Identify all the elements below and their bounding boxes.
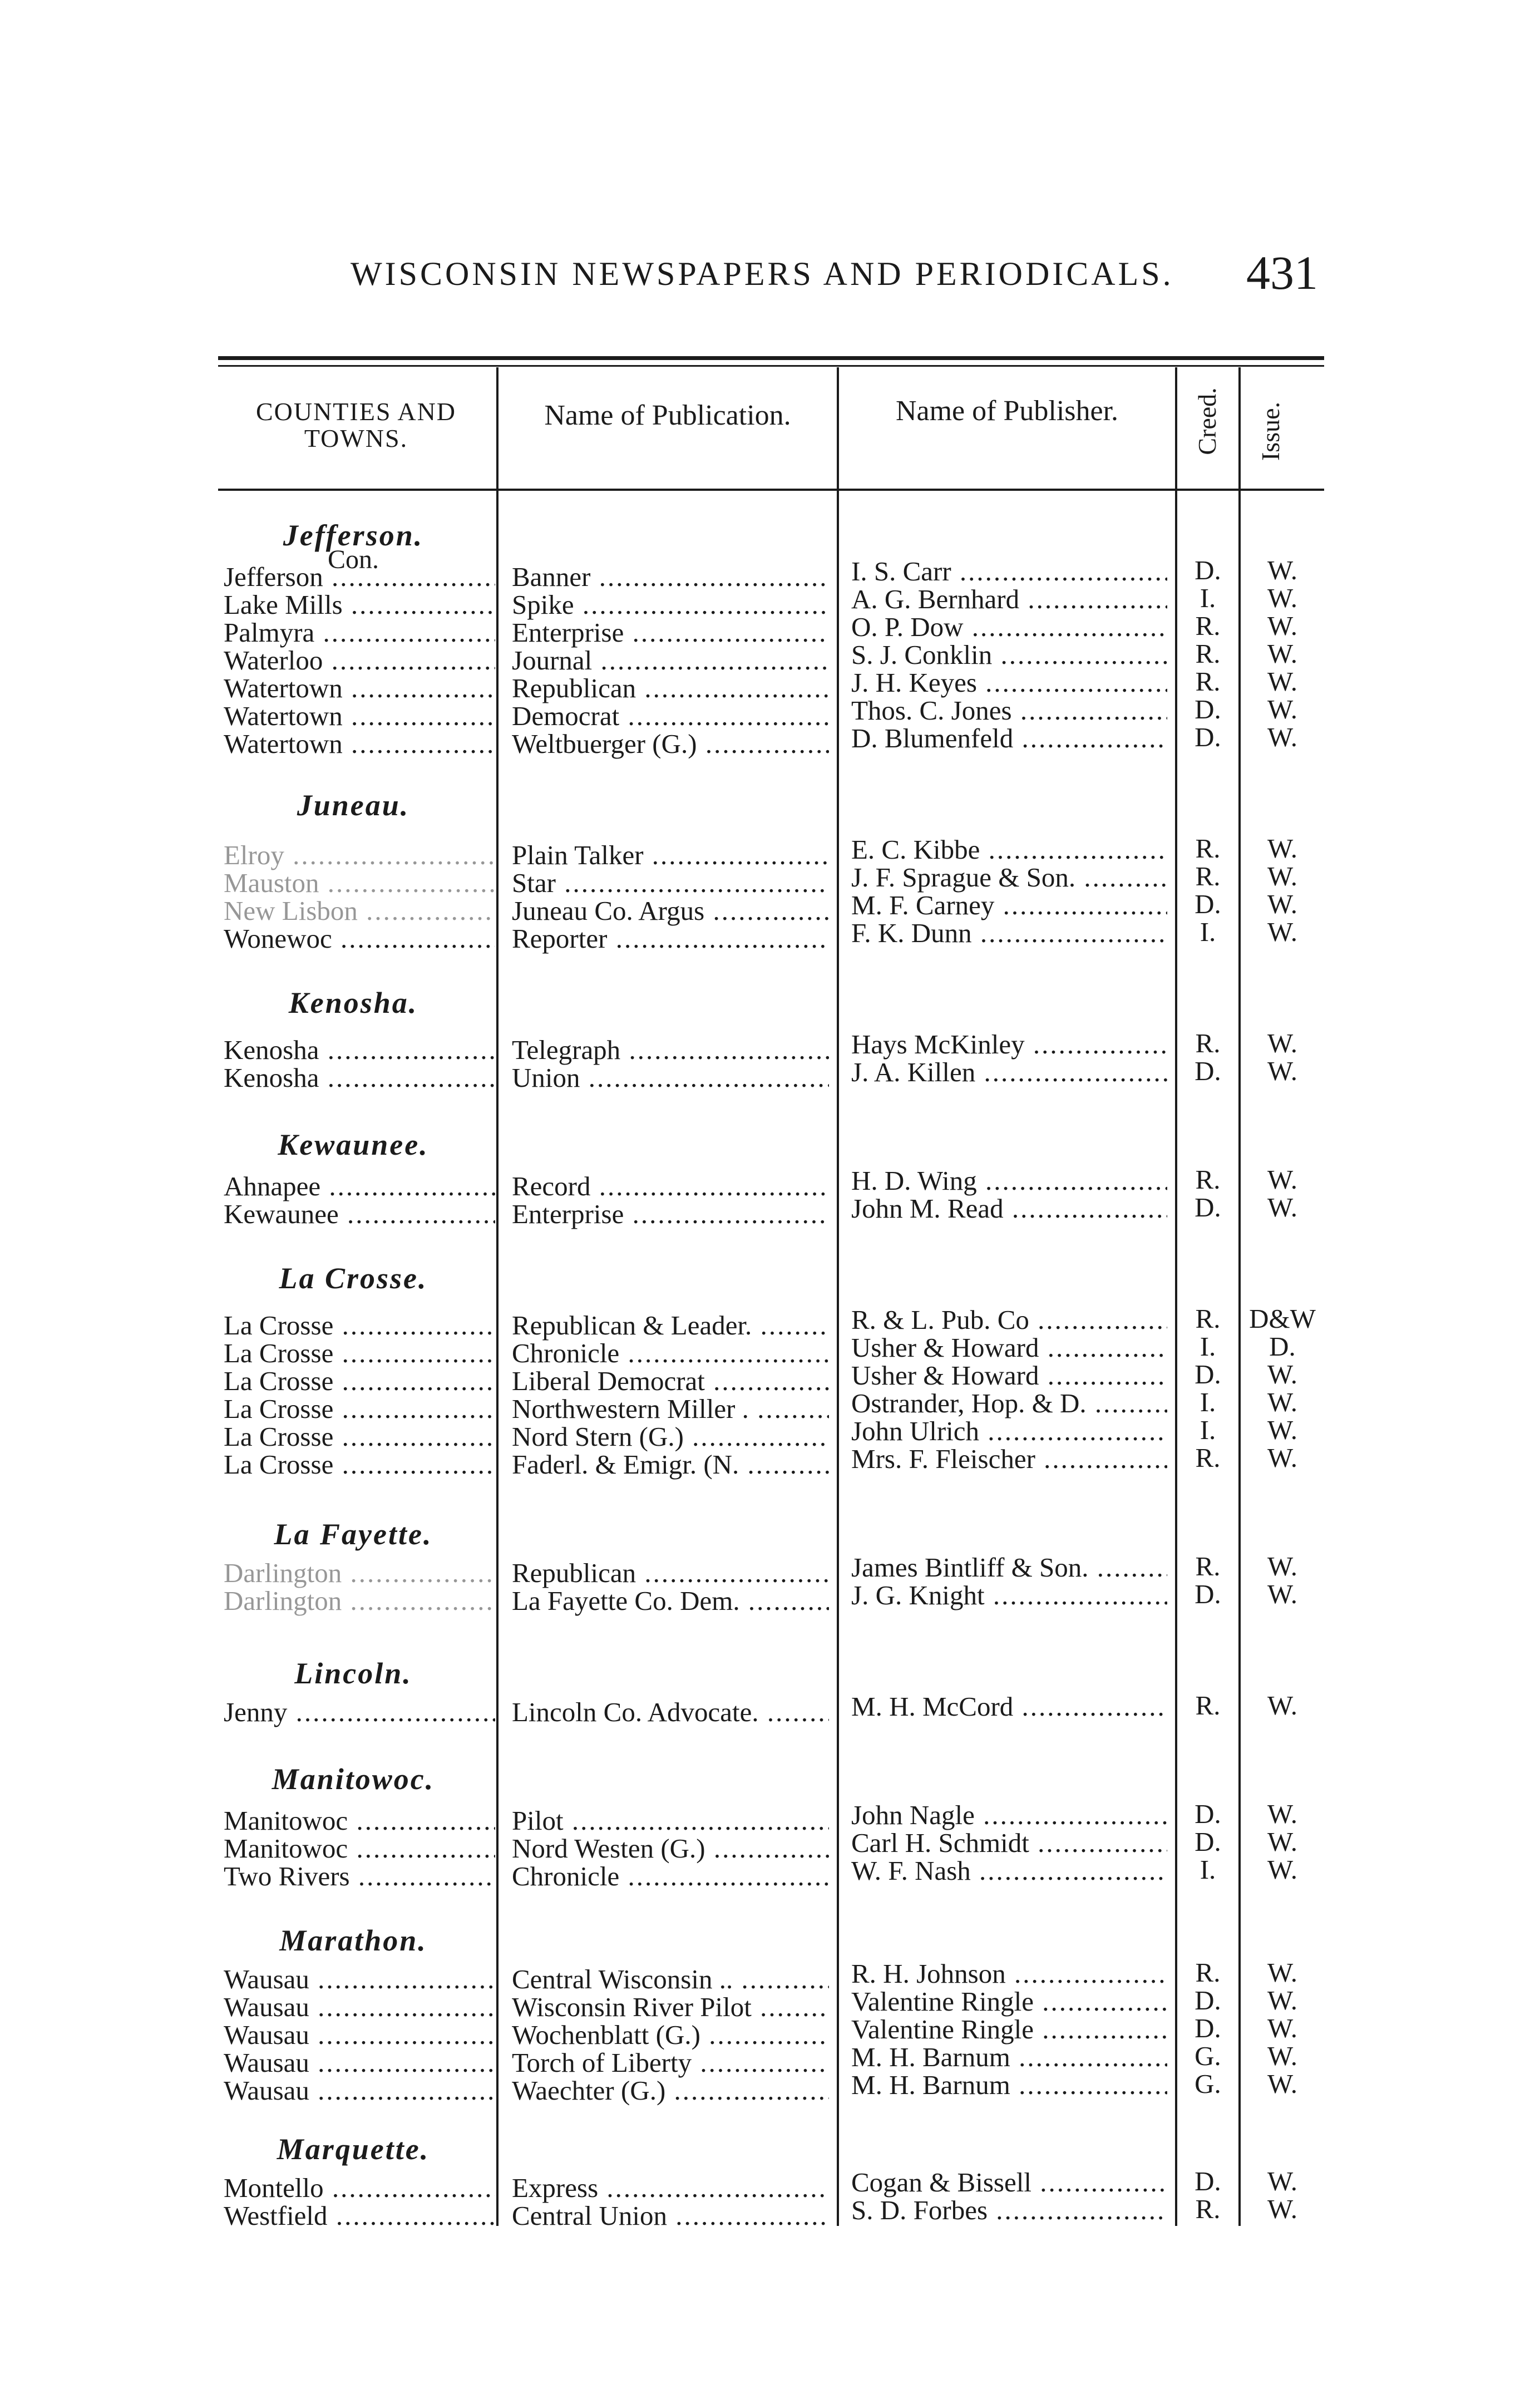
publisher-cell: S. J. Conklin ..... bbox=[851, 640, 1167, 670]
creed-cell: R. bbox=[1195, 1304, 1221, 1334]
publisher-cell: H. D. Wing ..... bbox=[851, 1166, 1167, 1196]
creed-cell: D. bbox=[1195, 1359, 1221, 1390]
county-heading: Kewaunee. bbox=[278, 1128, 429, 1161]
publisher-cell: J. A. Killen ..... bbox=[851, 1057, 1167, 1087]
county-heading: Lincoln. bbox=[294, 1657, 412, 1690]
column-header-issue: Issue. bbox=[1256, 401, 1285, 461]
issue-cell: W. bbox=[1267, 1165, 1297, 1195]
creed-cell: D. bbox=[1195, 694, 1221, 725]
town-cell: Wausau ..... bbox=[224, 2048, 495, 2078]
publication-cell: Star ..... bbox=[512, 868, 829, 898]
column-header-publisher: Name of Publisher. bbox=[895, 395, 1119, 427]
issue-cell: W. bbox=[1267, 639, 1297, 669]
publisher-cell: R. & L. Pub. Co ..... bbox=[851, 1305, 1167, 1335]
publisher-cell: M. F. Carney ..... bbox=[851, 890, 1167, 920]
town-cell: Kenosha ..... bbox=[224, 1063, 495, 1093]
creed-cell: I. bbox=[1200, 1855, 1216, 1885]
publication-cell: Northwestern Miller . ..... bbox=[512, 1394, 829, 1424]
issue-cell: W. bbox=[1267, 2041, 1297, 2071]
publication-cell: Weltbuerger (G.) ..... bbox=[512, 729, 829, 759]
column-header-publication: Name of Publication. bbox=[544, 400, 791, 431]
issue-cell: W. bbox=[1267, 722, 1297, 752]
publication-cell: Faderl. & Emigr. (N. ..... bbox=[512, 1450, 829, 1480]
publication-cell: Plain Talker ..... bbox=[512, 840, 829, 870]
town-cell: New Lisbon ..... bbox=[224, 896, 495, 926]
town-cell: Two Rivers ..... bbox=[224, 1861, 495, 1891]
town-cell: La Crosse ..... bbox=[224, 1450, 495, 1480]
publisher-cell: Hays McKinley ..... bbox=[851, 1029, 1167, 1060]
issue-cell: W. bbox=[1267, 1359, 1297, 1390]
publication-cell: Chronicle ..... bbox=[512, 1861, 829, 1891]
publisher-cell: A. G. Bernhard ..... bbox=[851, 584, 1167, 614]
publication-cell: Reporter ..... bbox=[512, 924, 829, 954]
creed-cell: R. bbox=[1195, 1028, 1221, 1058]
publisher-cell: Usher & Howard ..... bbox=[851, 1333, 1167, 1363]
publisher-cell: Valentine Ringle ..... bbox=[851, 1987, 1167, 2017]
creed-cell: G. bbox=[1195, 2041, 1221, 2071]
publisher-cell: M. H. Barnum ..... bbox=[851, 2042, 1167, 2072]
publisher-cell: John M. Read ..... bbox=[851, 1194, 1167, 1224]
publisher-cell: Thos. C. Jones ..... bbox=[851, 696, 1167, 726]
county-heading: Juneau. bbox=[297, 789, 410, 822]
publication-cell: Union ..... bbox=[512, 1063, 829, 1093]
publisher-cell: M. H. McCord ..... bbox=[851, 1692, 1167, 1722]
town-cell: Jefferson ..... bbox=[224, 562, 495, 592]
town-cell: Darlington ..... bbox=[224, 1558, 495, 1588]
town-cell: Elroy ..... bbox=[224, 840, 495, 870]
creed-cell: R. bbox=[1195, 1551, 1221, 1582]
town-cell: Wonewoc ..... bbox=[224, 924, 495, 954]
column-header-counties: COUNTIES AND TOWNS. bbox=[255, 397, 457, 453]
creed-cell: I. bbox=[1200, 917, 1216, 947]
creed-cell: D. bbox=[1195, 722, 1221, 752]
publication-cell: Republican & Leader. ..... bbox=[512, 1311, 829, 1341]
publication-cell: Enterprise ..... bbox=[512, 1199, 829, 1229]
town-cell: Manitowoc ..... bbox=[224, 1806, 495, 1836]
publisher-cell: O. P. Dow ..... bbox=[851, 612, 1167, 642]
town-cell: Wausau ..... bbox=[224, 2020, 495, 2050]
issue-cell: W. bbox=[1267, 1958, 1297, 1988]
town-cell: Montello ..... bbox=[224, 2173, 495, 2203]
issue-cell: D. bbox=[1269, 1332, 1296, 1362]
creed-cell: D. bbox=[1195, 555, 1221, 585]
creed-cell: D. bbox=[1195, 1827, 1221, 1857]
creed-cell: I. bbox=[1200, 583, 1216, 613]
publisher-cell: Cogan & Bissell ..... bbox=[851, 2167, 1167, 2198]
issue-cell: W. bbox=[1267, 1855, 1297, 1885]
issue-cell: W. bbox=[1267, 583, 1297, 613]
town-cell: Kewaunee ..... bbox=[224, 1199, 495, 1229]
creed-cell: R. bbox=[1195, 2194, 1221, 2224]
creed-cell: I. bbox=[1200, 1332, 1216, 1362]
creed-cell: R. bbox=[1195, 834, 1221, 864]
issue-cell: W. bbox=[1267, 1799, 1297, 1829]
town-cell: Wausau ..... bbox=[224, 1992, 495, 2022]
creed-cell: R. bbox=[1195, 1443, 1221, 1473]
town-cell: Kenosha ..... bbox=[224, 1035, 495, 1065]
town-cell: Wausau ..... bbox=[224, 2076, 495, 2106]
creed-cell: D. bbox=[1195, 2166, 1221, 2196]
creed-cell: D. bbox=[1195, 889, 1221, 919]
issue-cell: W. bbox=[1267, 1551, 1297, 1582]
town-cell: Jenny ..... bbox=[224, 1697, 495, 1727]
creed-cell: G. bbox=[1195, 2069, 1221, 2099]
publisher-cell: E. C. Kibbe ..... bbox=[851, 835, 1167, 865]
issue-cell: W. bbox=[1267, 1691, 1297, 1721]
creed-cell: D. bbox=[1195, 1799, 1221, 1829]
issue-cell: W. bbox=[1267, 555, 1297, 585]
publisher-cell: F. K. Dunn ..... bbox=[851, 918, 1167, 948]
publication-cell: Republican ..... bbox=[512, 673, 829, 703]
creed-cell: R. bbox=[1195, 1165, 1221, 1195]
town-cell: Waterloo ..... bbox=[224, 646, 495, 676]
creed-cell: D. bbox=[1195, 2013, 1221, 2043]
publication-cell: Republican ..... bbox=[512, 1558, 829, 1588]
county-heading: Jefferson. bbox=[283, 519, 424, 552]
publication-cell: Central Wisconsin .. ..... bbox=[512, 1964, 829, 1994]
publisher-cell: J. G. Knight ..... bbox=[851, 1580, 1167, 1610]
issue-cell: W. bbox=[1267, 1443, 1297, 1473]
creed-cell: R. bbox=[1195, 639, 1221, 669]
publisher-cell: I. S. Carr ..... bbox=[851, 556, 1167, 587]
town-cell: Palmyra ..... bbox=[224, 618, 495, 648]
publication-cell: Enterprise ..... bbox=[512, 618, 829, 648]
town-cell: La Crosse ..... bbox=[224, 1422, 495, 1452]
issue-cell: W. bbox=[1267, 1986, 1297, 2016]
town-cell: Ahnapee ..... bbox=[224, 1171, 495, 1201]
creed-cell: D. bbox=[1195, 1579, 1221, 1609]
publication-cell: Liberal Democrat ..... bbox=[512, 1366, 829, 1396]
issue-cell: W. bbox=[1267, 1579, 1297, 1609]
publisher-cell: R. H. Johnson ..... bbox=[851, 1959, 1167, 1989]
town-cell: Westfield ..... bbox=[224, 2201, 495, 2231]
publisher-cell: Usher & Howard ..... bbox=[851, 1361, 1167, 1391]
town-cell: La Crosse ..... bbox=[224, 1311, 495, 1341]
town-cell: Wausau ..... bbox=[224, 1964, 495, 1994]
issue-cell: W. bbox=[1267, 917, 1297, 947]
town-cell: La Crosse ..... bbox=[224, 1338, 495, 1368]
town-cell: La Crosse ..... bbox=[224, 1394, 495, 1424]
county-heading: Kenosha. bbox=[288, 986, 418, 1019]
county-heading: Manitowoc. bbox=[272, 1762, 435, 1796]
creed-cell: R. bbox=[1195, 611, 1221, 641]
county-heading: Marathon. bbox=[279, 1924, 427, 1957]
issue-cell: D&W bbox=[1249, 1304, 1316, 1334]
county-heading: La Fayette. bbox=[274, 1518, 433, 1551]
town-cell: Lake Mills ..... bbox=[224, 590, 495, 620]
issue-cell: W. bbox=[1267, 694, 1297, 725]
county-continued-note: Con. bbox=[327, 545, 379, 574]
issue-cell: W. bbox=[1267, 1415, 1297, 1445]
publisher-cell: Carl H. Schmidt ..... bbox=[851, 1828, 1167, 1858]
town-cell: Watertown ..... bbox=[224, 729, 495, 759]
publisher-cell: Valentine Ringle ..... bbox=[851, 2014, 1167, 2045]
publisher-cell: M. H. Barnum ..... bbox=[851, 2070, 1167, 2100]
issue-cell: W. bbox=[1267, 2013, 1297, 2043]
publication-cell: Express ..... bbox=[512, 2173, 829, 2203]
publisher-cell: John Nagle ..... bbox=[851, 1800, 1167, 1830]
issue-cell: W. bbox=[1267, 667, 1297, 697]
publication-cell: Pilot ..... bbox=[512, 1806, 829, 1836]
creed-cell: R. bbox=[1195, 667, 1221, 697]
publication-cell: Journal ..... bbox=[512, 646, 829, 676]
creed-cell: D. bbox=[1195, 1056, 1221, 1086]
town-cell: Darlington ..... bbox=[224, 1586, 495, 1616]
town-cell: La Crosse ..... bbox=[224, 1366, 495, 1396]
publication-cell: Banner ..... bbox=[512, 562, 829, 592]
publication-cell: Central Union ..... bbox=[512, 2201, 829, 2231]
town-cell: Mauston ..... bbox=[224, 868, 495, 898]
publication-cell: Democrat ..... bbox=[512, 701, 829, 731]
issue-cell: W. bbox=[1267, 1193, 1297, 1223]
creed-cell: R. bbox=[1195, 1958, 1221, 1988]
town-cell: Watertown ..... bbox=[224, 673, 495, 703]
publication-cell: Waechter (G.) ..... bbox=[512, 2076, 829, 2106]
issue-cell: W. bbox=[1267, 2194, 1297, 2224]
publisher-cell: Mrs. F. Fleischer ..... bbox=[851, 1444, 1167, 1474]
issue-cell: W. bbox=[1267, 1827, 1297, 1857]
publication-cell: Nord Westen (G.) ..... bbox=[512, 1834, 829, 1864]
publisher-cell: D. Blumenfeld ..... bbox=[851, 723, 1167, 753]
column-header-creed: Creed. bbox=[1193, 387, 1221, 455]
publisher-cell: James Bintliff & Son. ..... bbox=[851, 1553, 1167, 1583]
town-cell: Manitowoc ..... bbox=[224, 1834, 495, 1864]
issue-cell: W. bbox=[1267, 2069, 1297, 2099]
publication-cell: La Fayette Co. Dem. ..... bbox=[512, 1586, 829, 1616]
publication-cell: Spike ..... bbox=[512, 590, 829, 620]
page-number: 431 bbox=[1246, 246, 1318, 299]
publication-cell: Lincoln Co. Advocate. ..... bbox=[512, 1697, 829, 1727]
publisher-cell: Ostrander, Hop. & D. ..... bbox=[851, 1388, 1167, 1418]
issue-cell: W. bbox=[1267, 611, 1297, 641]
county-heading: Marquette. bbox=[277, 2132, 430, 2166]
issue-cell: W. bbox=[1267, 1028, 1297, 1058]
issue-cell: W. bbox=[1267, 861, 1297, 891]
creed-cell: R. bbox=[1195, 1691, 1221, 1721]
creed-cell: R. bbox=[1195, 861, 1221, 891]
publisher-cell: S. D. Forbes ..... bbox=[851, 2195, 1167, 2225]
creed-cell: I. bbox=[1200, 1415, 1216, 1445]
publisher-cell: J. F. Sprague & Son. ..... bbox=[851, 863, 1167, 893]
publication-cell: Torch of Liberty ..... bbox=[512, 2048, 829, 2078]
issue-cell: W. bbox=[1267, 2166, 1297, 2196]
issue-cell: W. bbox=[1267, 1056, 1297, 1086]
publisher-cell: J. H. Keyes ..... bbox=[851, 668, 1167, 698]
publisher-cell: John Ulrich ..... bbox=[851, 1416, 1167, 1446]
creed-cell: D. bbox=[1195, 1986, 1221, 2016]
issue-cell: W. bbox=[1267, 1387, 1297, 1417]
county-heading: La Crosse. bbox=[279, 1262, 428, 1295]
publication-cell: Wochenblatt (G.) ..... bbox=[512, 2020, 829, 2050]
publication-cell: Juneau Co. Argus ..... bbox=[512, 896, 829, 926]
running-head-title: WISCONSIN NEWSPAPERS AND PERIODICALS. bbox=[351, 255, 1174, 292]
creed-cell: D. bbox=[1195, 1193, 1221, 1223]
publisher-cell: W. F. Nash ..... bbox=[851, 1856, 1167, 1886]
publication-cell: Telegraph ..... bbox=[512, 1035, 829, 1065]
publication-cell: Nord Stern (G.) ..... bbox=[512, 1422, 829, 1452]
town-cell: Watertown ..... bbox=[224, 701, 495, 731]
publication-cell: Wisconsin River Pilot ..... bbox=[512, 1992, 829, 2022]
publication-cell: Record ..... bbox=[512, 1171, 829, 1201]
creed-cell: I. bbox=[1200, 1387, 1216, 1417]
issue-cell: W. bbox=[1267, 834, 1297, 864]
issue-cell: W. bbox=[1267, 889, 1297, 919]
publication-cell: Chronicle ..... bbox=[512, 1338, 829, 1368]
